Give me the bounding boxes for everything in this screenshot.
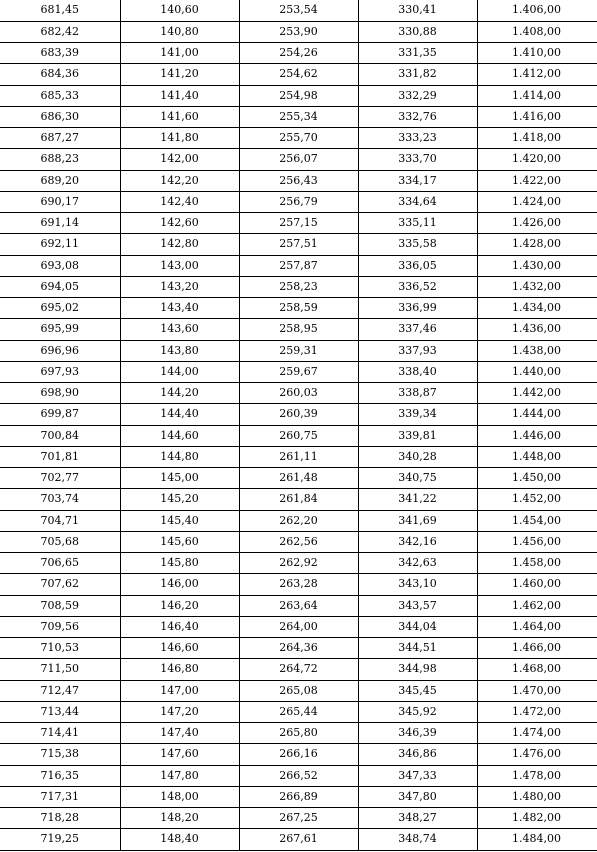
table-cell: 255,34 bbox=[239, 106, 358, 127]
table-row bbox=[0, 446, 597, 467]
table-cell: 140,80 bbox=[120, 21, 239, 42]
table-row bbox=[0, 489, 597, 510]
table-cell: 704,71 bbox=[0, 510, 120, 531]
table-row bbox=[0, 361, 597, 382]
table-cell: 706,65 bbox=[0, 553, 120, 574]
table-cell: 1.418,00 bbox=[477, 128, 597, 149]
table-cell: 1.468,00 bbox=[477, 659, 597, 680]
table-cell: 1.450,00 bbox=[477, 468, 597, 489]
table-row bbox=[0, 234, 597, 255]
table-row bbox=[0, 574, 597, 595]
table-row bbox=[0, 744, 597, 765]
table-cell: 147,00 bbox=[120, 680, 239, 701]
table-cell: 707,62 bbox=[0, 574, 120, 595]
table-cell: 683,39 bbox=[0, 43, 120, 64]
table-row bbox=[0, 170, 597, 191]
table-cell: 685,33 bbox=[0, 85, 120, 106]
table-row bbox=[0, 319, 597, 340]
table-cell: 144,40 bbox=[120, 404, 239, 425]
table-cell: 262,20 bbox=[239, 510, 358, 531]
table-cell: 718,28 bbox=[0, 808, 120, 829]
table-cell: 347,80 bbox=[358, 786, 477, 807]
table-row bbox=[0, 680, 597, 701]
table-cell: 1.456,00 bbox=[477, 531, 597, 552]
table-cell: 717,31 bbox=[0, 786, 120, 807]
table-cell: 1.412,00 bbox=[477, 64, 597, 85]
table-cell: 333,70 bbox=[358, 149, 477, 170]
table-cell: 256,79 bbox=[239, 191, 358, 212]
table-cell: 701,81 bbox=[0, 446, 120, 467]
table-row bbox=[0, 425, 597, 446]
table-row bbox=[0, 106, 597, 127]
table-cell: 338,87 bbox=[358, 383, 477, 404]
table-cell: 1.480,00 bbox=[477, 786, 597, 807]
table-cell: 1.424,00 bbox=[477, 191, 597, 212]
table-cell: 1.458,00 bbox=[477, 553, 597, 574]
table-cell: 1.452,00 bbox=[477, 489, 597, 510]
table-row bbox=[0, 531, 597, 552]
table-cell: 698,90 bbox=[0, 383, 120, 404]
table-cell: 1.420,00 bbox=[477, 149, 597, 170]
table-cell: 142,20 bbox=[120, 170, 239, 191]
table-cell: 1.448,00 bbox=[477, 446, 597, 467]
table-cell: 343,57 bbox=[358, 595, 477, 616]
table-cell: 146,80 bbox=[120, 659, 239, 680]
table-cell: 336,99 bbox=[358, 298, 477, 319]
table-cell: 714,41 bbox=[0, 723, 120, 744]
table-cell: 346,86 bbox=[358, 744, 477, 765]
table-cell: 146,40 bbox=[120, 616, 239, 637]
table-cell: 257,51 bbox=[239, 234, 358, 255]
table-cell: 145,80 bbox=[120, 553, 239, 574]
table-cell: 1.466,00 bbox=[477, 638, 597, 659]
table-cell: 699,87 bbox=[0, 404, 120, 425]
table-cell: 341,22 bbox=[358, 489, 477, 510]
table-cell: 141,80 bbox=[120, 128, 239, 149]
table-row bbox=[0, 43, 597, 64]
table-cell: 1.440,00 bbox=[477, 361, 597, 382]
table-cell: 1.484,00 bbox=[477, 829, 597, 850]
table-cell: 1.434,00 bbox=[477, 298, 597, 319]
table-cell: 267,25 bbox=[239, 808, 358, 829]
table-cell: 147,20 bbox=[120, 701, 239, 722]
table-cell: 1.426,00 bbox=[477, 213, 597, 234]
table-cell: 344,98 bbox=[358, 659, 477, 680]
table-cell: 342,16 bbox=[358, 531, 477, 552]
table-cell: 147,80 bbox=[120, 765, 239, 786]
table-cell: 695,02 bbox=[0, 298, 120, 319]
table-cell: 341,69 bbox=[358, 510, 477, 531]
table-row bbox=[0, 213, 597, 234]
table-cell: 264,00 bbox=[239, 616, 358, 637]
table-cell: 141,60 bbox=[120, 106, 239, 127]
table-cell: 267,61 bbox=[239, 829, 358, 850]
table-cell: 344,51 bbox=[358, 638, 477, 659]
table-cell: 334,64 bbox=[358, 191, 477, 212]
table-cell: 148,20 bbox=[120, 808, 239, 829]
table-row bbox=[0, 0, 597, 21]
table-cell: 146,20 bbox=[120, 595, 239, 616]
table-row bbox=[0, 553, 597, 574]
table-row bbox=[0, 128, 597, 149]
table-cell: 348,74 bbox=[358, 829, 477, 850]
table-cell: 142,00 bbox=[120, 149, 239, 170]
table-cell: 141,00 bbox=[120, 43, 239, 64]
table-cell: 332,29 bbox=[358, 85, 477, 106]
table-cell: 1.422,00 bbox=[477, 170, 597, 191]
table-cell: 147,40 bbox=[120, 723, 239, 744]
table-cell: 260,03 bbox=[239, 383, 358, 404]
table-row bbox=[0, 468, 597, 489]
table-row bbox=[0, 659, 597, 680]
table-cell: 703,74 bbox=[0, 489, 120, 510]
table-cell: 1.470,00 bbox=[477, 680, 597, 701]
table-cell: 1.476,00 bbox=[477, 744, 597, 765]
table-cell: 344,04 bbox=[358, 616, 477, 637]
table-cell: 258,59 bbox=[239, 298, 358, 319]
table-cell: 144,80 bbox=[120, 446, 239, 467]
table-cell: 266,16 bbox=[239, 744, 358, 765]
table-cell: 696,96 bbox=[0, 340, 120, 361]
table-cell: 261,84 bbox=[239, 489, 358, 510]
table-cell: 712,47 bbox=[0, 680, 120, 701]
table-cell: 342,63 bbox=[358, 553, 477, 574]
table-cell: 143,40 bbox=[120, 298, 239, 319]
table-cell: 708,59 bbox=[0, 595, 120, 616]
table-cell: 257,87 bbox=[239, 255, 358, 276]
table-cell: 254,26 bbox=[239, 43, 358, 64]
table-cell: 140,60 bbox=[120, 0, 239, 21]
table-cell: 254,98 bbox=[239, 85, 358, 106]
table-cell: 693,08 bbox=[0, 255, 120, 276]
table-cell: 145,20 bbox=[120, 489, 239, 510]
table-row bbox=[0, 765, 597, 786]
table-cell: 144,20 bbox=[120, 383, 239, 404]
table-cell: 145,00 bbox=[120, 468, 239, 489]
table-cell: 1.454,00 bbox=[477, 510, 597, 531]
table-row bbox=[0, 638, 597, 659]
table-cell: 1.416,00 bbox=[477, 106, 597, 127]
table-cell: 331,82 bbox=[358, 64, 477, 85]
table-cell: 330,41 bbox=[358, 0, 477, 21]
table-row bbox=[0, 298, 597, 319]
table-cell: 715,38 bbox=[0, 744, 120, 765]
table-cell: 702,77 bbox=[0, 468, 120, 489]
table-cell: 347,33 bbox=[358, 765, 477, 786]
table-cell: 340,75 bbox=[358, 468, 477, 489]
table-cell: 681,45 bbox=[0, 0, 120, 21]
table-cell: 142,60 bbox=[120, 213, 239, 234]
table-row bbox=[0, 786, 597, 807]
table-cell: 332,76 bbox=[358, 106, 477, 127]
table-cell: 1.406,00 bbox=[477, 0, 597, 21]
table-cell: 335,11 bbox=[358, 213, 477, 234]
table-cell: 148,40 bbox=[120, 829, 239, 850]
table-cell: 705,68 bbox=[0, 531, 120, 552]
table-cell: 687,27 bbox=[0, 128, 120, 149]
table-cell: 710,53 bbox=[0, 638, 120, 659]
table-cell: 141,40 bbox=[120, 85, 239, 106]
table-cell: 700,84 bbox=[0, 425, 120, 446]
table-row bbox=[0, 149, 597, 170]
table-cell: 336,05 bbox=[358, 255, 477, 276]
table-cell: 145,40 bbox=[120, 510, 239, 531]
table-cell: 142,40 bbox=[120, 191, 239, 212]
table-cell: 256,43 bbox=[239, 170, 358, 191]
table-cell: 265,80 bbox=[239, 723, 358, 744]
table-row bbox=[0, 404, 597, 425]
table-cell: 265,08 bbox=[239, 680, 358, 701]
table-row bbox=[0, 383, 597, 404]
table-cell: 691,14 bbox=[0, 213, 120, 234]
table-cell: 688,23 bbox=[0, 149, 120, 170]
table-row bbox=[0, 276, 597, 297]
table-cell: 257,15 bbox=[239, 213, 358, 234]
table-cell: 330,88 bbox=[358, 21, 477, 42]
table-cell: 719,25 bbox=[0, 829, 120, 850]
table-row bbox=[0, 701, 597, 722]
table-cell: 711,50 bbox=[0, 659, 120, 680]
table-cell: 266,89 bbox=[239, 786, 358, 807]
table-cell: 345,92 bbox=[358, 701, 477, 722]
table-cell: 264,72 bbox=[239, 659, 358, 680]
table-cell: 142,80 bbox=[120, 234, 239, 255]
table-cell: 1.482,00 bbox=[477, 808, 597, 829]
table-cell: 1.428,00 bbox=[477, 234, 597, 255]
table-cell: 1.410,00 bbox=[477, 43, 597, 64]
table-row bbox=[0, 595, 597, 616]
table-cell: 145,60 bbox=[120, 531, 239, 552]
table-row bbox=[0, 616, 597, 637]
table-cell: 1.414,00 bbox=[477, 85, 597, 106]
table-cell: 146,00 bbox=[120, 574, 239, 595]
table-cell: 338,40 bbox=[358, 361, 477, 382]
table-cell: 264,36 bbox=[239, 638, 358, 659]
table-cell: 260,39 bbox=[239, 404, 358, 425]
table-cell: 261,11 bbox=[239, 446, 358, 467]
table-row bbox=[0, 340, 597, 361]
table-cell: 345,45 bbox=[358, 680, 477, 701]
table-row bbox=[0, 510, 597, 531]
table-cell: 1.472,00 bbox=[477, 701, 597, 722]
table-cell: 263,64 bbox=[239, 595, 358, 616]
table-cell: 713,44 bbox=[0, 701, 120, 722]
table-cell: 1.430,00 bbox=[477, 255, 597, 276]
table-cell: 143,20 bbox=[120, 276, 239, 297]
table-cell: 694,05 bbox=[0, 276, 120, 297]
table-cell: 1.474,00 bbox=[477, 723, 597, 744]
table-cell: 261,48 bbox=[239, 468, 358, 489]
table-cell: 259,67 bbox=[239, 361, 358, 382]
table-cell: 256,07 bbox=[239, 149, 358, 170]
table-cell: 259,31 bbox=[239, 340, 358, 361]
table-row bbox=[0, 64, 597, 85]
table-cell: 1.460,00 bbox=[477, 574, 597, 595]
table-cell: 692,11 bbox=[0, 234, 120, 255]
table-cell: 263,28 bbox=[239, 574, 358, 595]
table-cell: 346,39 bbox=[358, 723, 477, 744]
table-cell: 1.444,00 bbox=[477, 404, 597, 425]
table-cell: 684,36 bbox=[0, 64, 120, 85]
table-cell: 1.464,00 bbox=[477, 616, 597, 637]
table-row bbox=[0, 255, 597, 276]
table-cell: 331,35 bbox=[358, 43, 477, 64]
table-row bbox=[0, 21, 597, 42]
table-cell: 253,90 bbox=[239, 21, 358, 42]
table-cell: 254,62 bbox=[239, 64, 358, 85]
table-cell: 260,75 bbox=[239, 425, 358, 446]
table-cell: 258,23 bbox=[239, 276, 358, 297]
table-cell: 339,81 bbox=[358, 425, 477, 446]
table-cell: 339,34 bbox=[358, 404, 477, 425]
table-cell: 143,00 bbox=[120, 255, 239, 276]
table-cell: 1.446,00 bbox=[477, 425, 597, 446]
table-cell: 262,92 bbox=[239, 553, 358, 574]
table-cell: 1.436,00 bbox=[477, 319, 597, 340]
table-cell: 144,00 bbox=[120, 361, 239, 382]
table-row bbox=[0, 829, 597, 850]
table-cell: 336,52 bbox=[358, 276, 477, 297]
table-cell: 143,60 bbox=[120, 319, 239, 340]
table-cell: 146,60 bbox=[120, 638, 239, 659]
table-cell: 690,17 bbox=[0, 191, 120, 212]
table-cell: 1.462,00 bbox=[477, 595, 597, 616]
table-cell: 337,93 bbox=[358, 340, 477, 361]
table-cell: 333,23 bbox=[358, 128, 477, 149]
table-cell: 147,60 bbox=[120, 744, 239, 765]
table-cell: 335,58 bbox=[358, 234, 477, 255]
table-cell: 334,17 bbox=[358, 170, 477, 191]
table-cell: 1.432,00 bbox=[477, 276, 597, 297]
table-cell: 141,20 bbox=[120, 64, 239, 85]
table-cell: 144,60 bbox=[120, 425, 239, 446]
table-row bbox=[0, 808, 597, 829]
table-cell: 1.442,00 bbox=[477, 383, 597, 404]
table-cell: 255,70 bbox=[239, 128, 358, 149]
table-cell: 709,56 bbox=[0, 616, 120, 637]
table-cell: 686,30 bbox=[0, 106, 120, 127]
table-cell: 716,35 bbox=[0, 765, 120, 786]
table-cell: 682,42 bbox=[0, 21, 120, 42]
table-cell: 697,93 bbox=[0, 361, 120, 382]
table-cell: 1.408,00 bbox=[477, 21, 597, 42]
table-cell: 143,80 bbox=[120, 340, 239, 361]
table-cell: 253,54 bbox=[239, 0, 358, 21]
table-cell: 1.438,00 bbox=[477, 340, 597, 361]
table-cell: 348,27 bbox=[358, 808, 477, 829]
table-row bbox=[0, 191, 597, 212]
table-cell: 265,44 bbox=[239, 701, 358, 722]
table-cell: 262,56 bbox=[239, 531, 358, 552]
table-row bbox=[0, 723, 597, 744]
table-cell: 340,28 bbox=[358, 446, 477, 467]
table-cell: 258,95 bbox=[239, 319, 358, 340]
table-cell: 343,10 bbox=[358, 574, 477, 595]
table-cell: 266,52 bbox=[239, 765, 358, 786]
table-cell: 1.478,00 bbox=[477, 765, 597, 786]
table-cell: 337,46 bbox=[358, 319, 477, 340]
table-cell: 689,20 bbox=[0, 170, 120, 191]
table-row bbox=[0, 85, 597, 106]
table-cell: 148,00 bbox=[120, 786, 239, 807]
table-cell: 695,99 bbox=[0, 319, 120, 340]
